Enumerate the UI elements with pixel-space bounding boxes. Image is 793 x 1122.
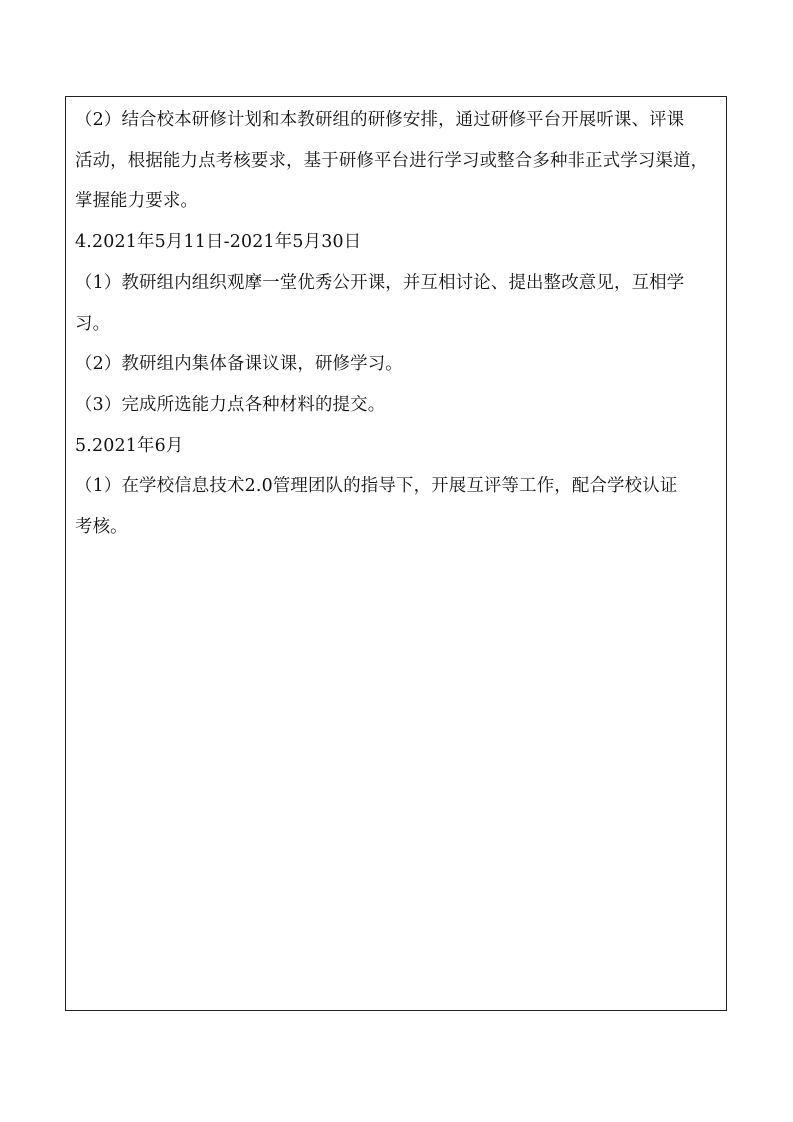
text-line: （2）教研组内集体备课议课，研修学习。: [75, 354, 403, 375]
text-line: 习。: [75, 313, 111, 334]
section-heading: 4.2021年5月11日-2021年5月30日: [75, 232, 362, 253]
text-line: 掌握能力要求。: [75, 191, 199, 212]
section-heading: 5.2021年6月: [75, 435, 184, 456]
text-line: 活动，根据能力点考核要求，基于研修平台进行学习或整合多种非正式学习渠道，: [75, 150, 709, 171]
text-line: （1）教研组内组织观摩一堂优秀公开课，并互相讨论、提出整改意见，互相学: [75, 272, 685, 293]
document-body: [75, 100, 720, 548]
text-line: （1）在学校信息技术2.0管理团队的指导下，开展互评等工作，配合学校认证: [75, 476, 678, 497]
text-line: （3）完成所选能力点各种材料的提交。: [75, 394, 386, 415]
text-line: 考核。: [75, 517, 128, 538]
text-line: （2）结合校本研修计划和本教研组的研修安排，通过研修平台开展听课、评课: [75, 110, 685, 130]
